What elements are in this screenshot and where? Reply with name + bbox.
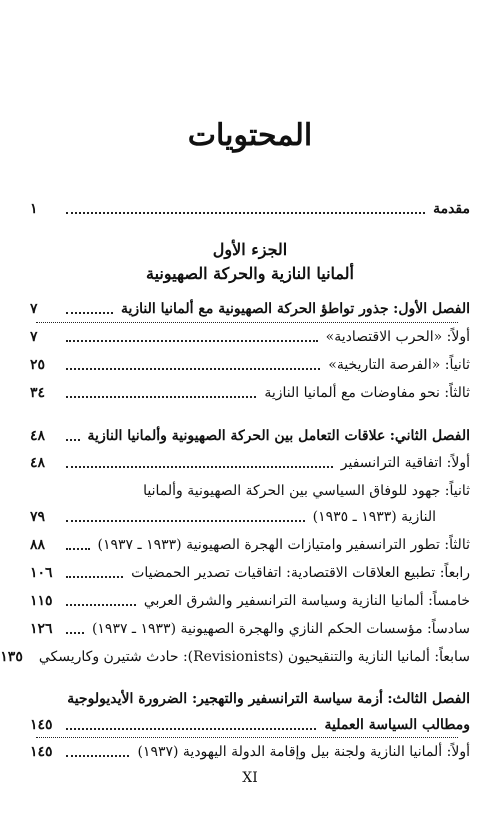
toc-entry[interactable] <box>30 452 470 474</box>
toc-entry[interactable] <box>30 480 470 502</box>
toc-entry-text: النازية (١٩٣٣ ـ ١٩٣٥) <box>312 509 436 525</box>
toc-entry-text: ثانياً: جهود للوفاق السياسي بين الحركة الصهيونية وألمانيا <box>143 483 470 499</box>
leader-dots <box>66 603 136 606</box>
toc-entry-text: أولاً: ألمانيا النازية ولجنة بيل وإقامة الدولة اليهودية (١٩٣٧) <box>137 744 470 760</box>
chapter-label: الفصل الثاني: <box>389 428 470 444</box>
leader-dots <box>66 754 129 757</box>
toc-page-number: ١٢٦ <box>30 621 53 637</box>
toc-entry[interactable] <box>30 562 470 584</box>
toc-entry-text: ثانياً: «الفرصة التاريخية» <box>328 357 470 373</box>
toc-entry[interactable] <box>30 534 470 556</box>
leader-dots <box>66 465 333 468</box>
page-number-footer: XI <box>242 770 258 786</box>
toc-entry[interactable] <box>30 354 470 376</box>
separator <box>36 322 458 323</box>
toc-page-number: ١٤٥ <box>30 744 53 760</box>
chapter-title: علاقات التعامل بين الحركة الصهيونية وألمانيا النازية <box>87 428 386 444</box>
leader-dots <box>66 727 316 730</box>
leader-dots <box>66 395 256 398</box>
toc-entry[interactable] <box>30 590 470 612</box>
toc-page-number: ٧ <box>30 329 38 345</box>
toc-entry-label: مقدمة <box>433 201 470 217</box>
leader-dots <box>66 519 305 522</box>
chapter-label: الفصل الأول: <box>393 301 470 317</box>
separator <box>36 737 458 738</box>
toc-page-number: ٣٤ <box>30 385 46 401</box>
toc-page-number: ٤٨ <box>30 455 46 471</box>
chapter-title: أزمة سياسة الترانسفير والتهجير: الضرورة الأيديولوجية <box>67 691 383 707</box>
toc-page-number: ١٠٦ <box>30 565 53 581</box>
toc-entry-text: سادساً: مؤسسات الحكم النازي والهجرة الصهيونية (١٩٣٣ ـ ١٩٣٧) <box>91 621 470 637</box>
leader-dots <box>66 339 318 342</box>
toc-chapter-3[interactable] <box>30 688 470 710</box>
toc-page-number: ٧ <box>30 301 38 317</box>
leader-dots <box>66 547 90 550</box>
toc-page-number: ١٤٥ <box>30 717 53 733</box>
part-subtitle: ألمانيا النازية والحركة الصهيونية <box>145 264 354 283</box>
leader-dots <box>66 367 320 370</box>
page-title: المحتويات <box>187 118 313 153</box>
toc-page-number: ١٣٥ <box>0 649 23 665</box>
part-title: الجزء الأول <box>212 240 288 259</box>
toc-entry[interactable] <box>30 382 470 404</box>
leader-dots <box>66 311 113 314</box>
toc-entry[interactable] <box>30 741 470 763</box>
toc-chapter-2[interactable] <box>30 425 470 447</box>
toc-entry-text: سابعاً: ألمانيا النازية والتنقيحيون (Revisionists): حادث شتيرن وكاريسكي <box>38 649 470 665</box>
toc-page-number: ١١٥ <box>30 593 53 609</box>
toc-page-number: ٤٨ <box>30 428 46 444</box>
leader-dots <box>66 575 123 578</box>
chapter-label: الفصل الثالث: <box>387 691 470 707</box>
toc-entry-text: أولاً: اتفاقية الترانسفير <box>340 455 470 471</box>
leader-dots <box>66 631 84 634</box>
toc-chapter-3-continuation[interactable] <box>30 714 470 736</box>
toc-page-number: ١ <box>30 201 38 217</box>
leader-dots <box>66 438 80 441</box>
toc-entry-text: ثالثاً: نحو مفاوضات مع ألمانيا النازية <box>264 385 470 401</box>
toc-entry[interactable] <box>30 618 470 640</box>
toc-entry[interactable] <box>30 326 470 348</box>
toc-page-number: ٧٩ <box>30 509 46 525</box>
toc-entry-continuation[interactable] <box>30 506 470 528</box>
toc-entry[interactable] <box>0 646 470 668</box>
chapter-title: جذور تواطؤ الحركة الصهيونية مع ألمانيا النازية <box>120 301 389 317</box>
leader-space <box>66 495 135 496</box>
toc-entry-intro[interactable] <box>30 198 470 220</box>
toc-chapter-1[interactable] <box>30 298 470 320</box>
toc-page-number: ٨٨ <box>30 537 46 553</box>
chapter-title-line2: ومطالب السياسة العملية <box>324 717 470 733</box>
toc-entry-text: رابعاً: تطبيع العلاقات الاقتصادية: اتفاقيات تصدير الحمضيات <box>131 565 470 581</box>
leader-dots <box>66 211 425 214</box>
toc-entry-text: ثالثاً: تطور الترانسفير وامتيازات الهجرة الصهيونية (١٩٣٣ ـ ١٩٣٧) <box>97 537 470 553</box>
toc-page-number: ٢٥ <box>30 357 46 373</box>
toc-entry-text: أولاً: «الحرب الاقتصادية» <box>325 329 470 345</box>
toc-entry-text: خامساً: ألمانيا النازية وسياسة الترانسفير والشرق العربي <box>143 593 470 609</box>
